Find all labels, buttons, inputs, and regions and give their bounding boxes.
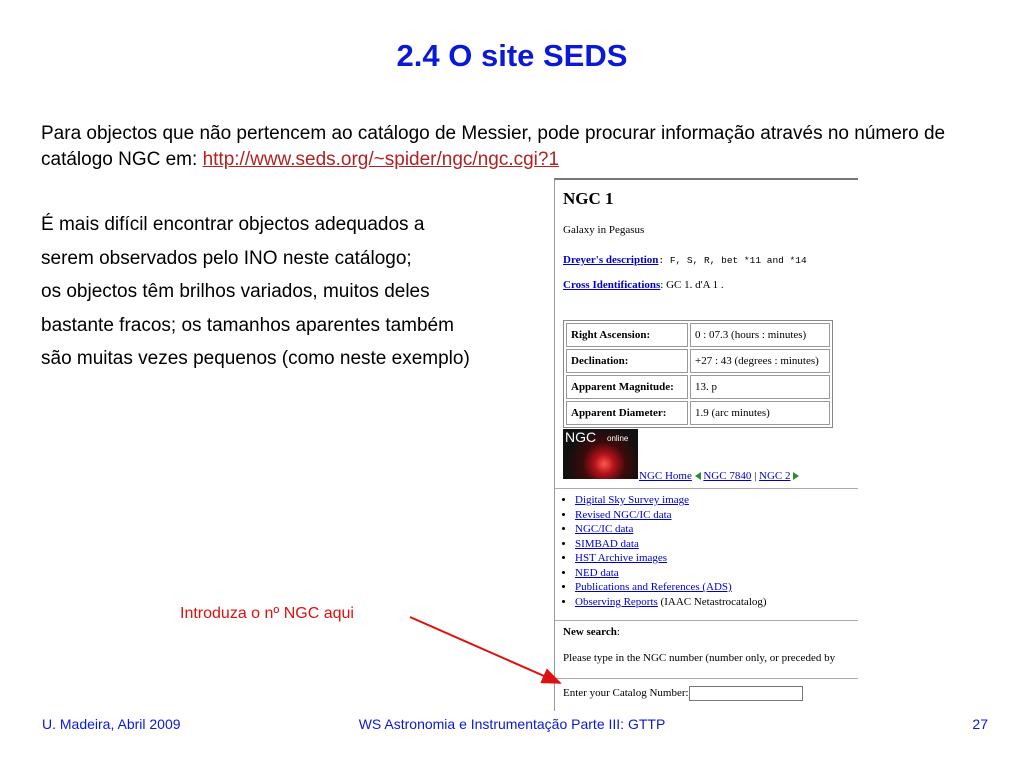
table-label: Apparent Diameter: (566, 401, 688, 425)
observing-suffix: (IAAC Netastrocatalog) (657, 595, 767, 608)
cross-id-value: : GC 1. d'A 1 . (660, 279, 724, 291)
ned-data-link[interactable]: NED data (575, 566, 619, 579)
paragraph-line: os objectos têm brilhos variados, muitos deles (41, 281, 430, 302)
table-value: 1.9 (arc minutes) (690, 401, 830, 425)
nav-separator: | (754, 470, 757, 482)
table-value: 13. p (690, 375, 830, 399)
paragraph-line: bastante fracos; os tamanhos aparentes também (41, 314, 454, 336)
previous-ngc-link[interactable]: NGC 7840 (703, 470, 752, 482)
simbad-link[interactable]: SIMBAD data (575, 537, 639, 550)
footer-center: WS Astronomia e Instrumentação Parte III: GTTP (358, 716, 666, 732)
table-value: +27 : 43 (degrees : minutes) (690, 349, 830, 373)
table-label: Apparent Magnitude: (566, 375, 688, 399)
new-search-label: New search (563, 626, 617, 638)
seds-ngc-link[interactable]: http://www.seds.org/~spider/ngc/ngc.cgi?1 (202, 149, 560, 170)
ads-link[interactable]: Publications and References (ADS) (575, 581, 732, 593)
observing-reports-link[interactable]: Observing Reports (575, 595, 658, 608)
revised-ngc-link[interactable]: Revised NGC/IC data (575, 508, 672, 521)
paragraph-line: são muitas vezes pequenos (como neste exemplo) (41, 348, 470, 369)
hst-archive-link[interactable]: HST Archive images (575, 552, 668, 564)
table-value: 0 : 07.3 (hours : minutes) (690, 323, 830, 347)
ngc-home-link[interactable]: NGC Home (639, 470, 692, 482)
slide-title: 2.4 O site SEDS (396, 38, 628, 73)
search-instructions: Please type in the NGC number (number only, or preceded by (563, 652, 836, 664)
annotation-label: Introduza o nº NGC aqui (180, 605, 354, 622)
object-type: Galaxy in Pegasus (563, 224, 645, 236)
dreyer-value: : F, S, R, bet *11 and *14 (658, 255, 807, 266)
next-ngc-link[interactable]: NGC 2 (759, 470, 791, 482)
intro-text: Para objectos que não pertencem ao catálogo de Messier, pode procurar informação através no número de catálogo NGC em: (41, 123, 946, 170)
table-label: Right Ascension: (566, 323, 688, 347)
logo-text: NGC (565, 429, 597, 445)
footer-page-number: 27 (972, 716, 988, 732)
dreyer-description-link[interactable]: Dreyer's description (563, 254, 659, 266)
logo-subtext: online (607, 434, 629, 443)
catalog-number-label: Enter your Catalog Number: (563, 687, 689, 700)
ngc-ic-data-link[interactable]: NGC/IC data (575, 523, 634, 535)
cross-identifications-link[interactable]: Cross Identifications (563, 279, 661, 291)
paragraph-line: É mais difícil encontrar objectos adequados a (41, 214, 425, 235)
ngc-heading: NGC 1 (563, 189, 614, 208)
paragraph-line: serem observados pelo INO neste catálogo; (41, 247, 412, 269)
footer-left: U. Madeira, Abril 2009 (42, 716, 181, 732)
dss-image-link[interactable]: Digital Sky Survey image (575, 494, 689, 506)
table-label: Declination: (566, 349, 688, 373)
new-search-colon: : (616, 626, 620, 638)
